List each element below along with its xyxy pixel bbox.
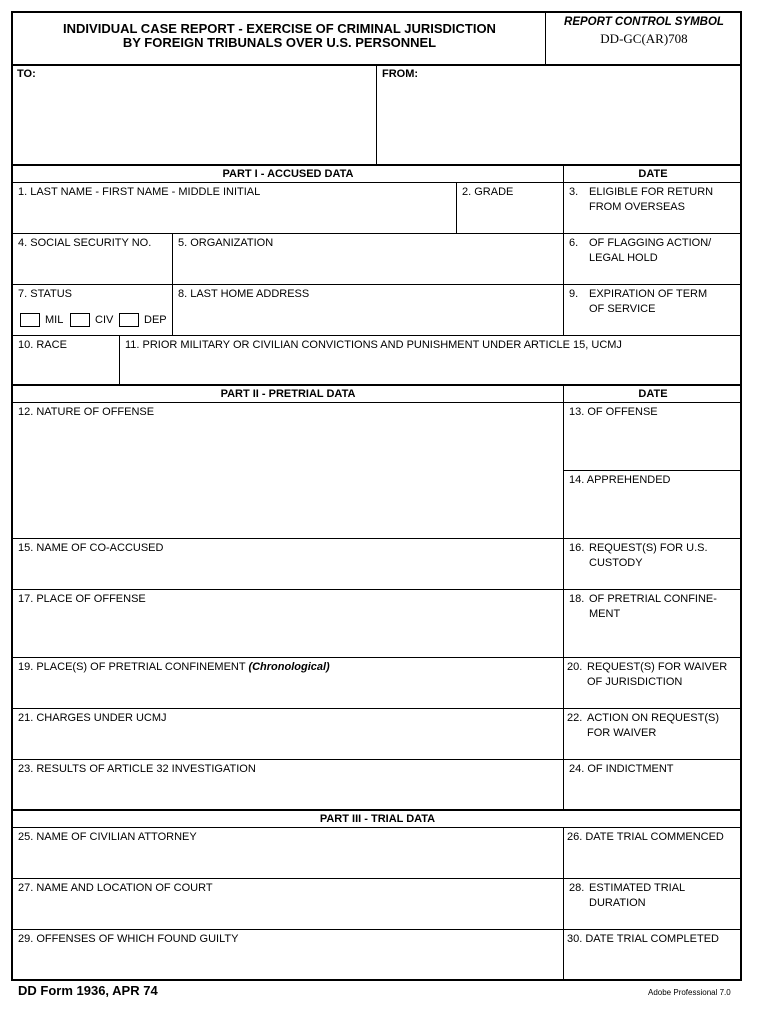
case-report-form	[11, 11, 742, 981]
field-11-prior-convictions[interactable]	[120, 336, 742, 386]
field-20-label	[567, 660, 727, 689]
field-16-number: 16.	[569, 542, 585, 554]
field-24-date-of-indictment[interactable]	[564, 760, 742, 811]
field-13-label: 13. OF OFFENSE	[569, 406, 658, 418]
field-10-race[interactable]	[13, 336, 120, 386]
field-19-label	[18, 660, 330, 674]
field-14-date-apprehended[interactable]	[564, 471, 742, 539]
field-24-label: 24. OF INDICTMENT	[569, 763, 674, 775]
field-28-number: 28.	[569, 882, 585, 894]
field-16-text: REQUEST(S) FOR U.S. CUSTODY	[589, 542, 708, 569]
field-13-date-of-offense[interactable]	[564, 403, 742, 471]
field-20-number: 20.	[567, 661, 583, 673]
field-25-civilian-attorney[interactable]	[13, 828, 564, 879]
field-18-label	[569, 592, 717, 621]
report-control-symbol-label: REPORT CONTROL SYMBOL	[564, 16, 724, 28]
field-28-text: ESTIMATED TRIAL DURATION	[589, 882, 686, 909]
from-field[interactable]	[377, 66, 742, 166]
field-16-label	[569, 541, 708, 570]
field-17-label: 17. PLACE OF OFFENSE	[18, 593, 146, 605]
field-22-number: 22.	[567, 712, 583, 724]
field-4-ssn[interactable]	[13, 234, 173, 285]
field-9-number: 9.	[569, 288, 579, 300]
from-label: FROM:	[382, 68, 419, 80]
field-23-article-32-results[interactable]	[13, 760, 564, 811]
status-civ-label: CIV	[95, 314, 114, 326]
field-4-label: 4. SOCIAL SECURITY NO.	[18, 237, 152, 249]
to-label: TO:	[17, 68, 36, 80]
form-title-line2: BY FOREIGN TRIBUNALS OVER U.S. PERSONNEL	[122, 35, 437, 50]
part1-header	[13, 166, 564, 183]
field-27-court[interactable]	[13, 879, 564, 930]
part1-date-title: DATE	[638, 168, 668, 180]
field-15-label: 15. NAME OF CO-ACCUSED	[18, 542, 164, 554]
part3-header	[13, 811, 742, 828]
field-7-label: 7. STATUS	[18, 288, 72, 300]
field-19-confinement-places[interactable]	[13, 658, 564, 709]
field-21-label: 21. CHARGES UNDER UCMJ	[18, 712, 167, 724]
part2-header	[13, 386, 564, 403]
field-10-label: 10. RACE	[18, 339, 67, 351]
status-mil-checkbox[interactable]	[20, 313, 40, 327]
form-title-box	[13, 13, 546, 66]
field-20-waiver-request[interactable]	[564, 658, 742, 709]
field-14-label: 14. APPREHENDED	[569, 474, 671, 486]
part1-title: PART I - ACCUSED DATA	[222, 168, 354, 180]
field-8-home-address[interactable]	[173, 285, 564, 336]
status-dep-checkbox[interactable]	[119, 313, 139, 327]
field-25-label: 25. NAME OF CIVILIAN ATTORNEY	[18, 831, 197, 843]
field-6-number: 6.	[569, 237, 579, 249]
field-3-eligible-return[interactable]	[564, 183, 742, 234]
field-30-label: 30. DATE TRIAL COMPLETED	[567, 933, 720, 945]
field-6-label	[569, 236, 711, 265]
field-28-trial-duration[interactable]	[564, 879, 742, 930]
field-20-text: REQUEST(S) FOR WAIVER OF JURISDICTION	[587, 661, 728, 688]
field-19-text: 19. PLACE(S) OF PRETRIAL CONFINEMENT	[18, 661, 249, 673]
field-5-organization[interactable]	[173, 234, 564, 285]
field-27-label: 27. NAME AND LOCATION OF COURT	[18, 882, 213, 894]
field-22-waiver-action[interactable]	[564, 709, 742, 760]
field-7-status	[13, 285, 173, 336]
field-28-label	[569, 881, 685, 910]
field-1-name[interactable]	[13, 183, 457, 234]
form-title-line1: INDIVIDUAL CASE REPORT - EXERCISE OF CRIMINAL JURISDICTION	[63, 21, 496, 36]
part1-date-header	[564, 166, 742, 183]
part2-date-header	[564, 386, 742, 403]
field-16-us-custody-request[interactable]	[564, 539, 742, 590]
field-3-text: ELIGIBLE FOR RETURN FROM OVERSEAS	[589, 186, 714, 213]
part3-title: PART III - TRIAL DATA	[319, 813, 436, 825]
field-9-label	[569, 287, 707, 316]
field-15-co-accused[interactable]	[13, 539, 564, 590]
field-1-label: 1. LAST NAME - FIRST NAME - MIDDLE INITIAL	[18, 186, 261, 198]
field-6-text: OF FLAGGING ACTION/ LEGAL HOLD	[589, 237, 712, 264]
software-note: Adobe Professional 7.0	[648, 988, 731, 997]
form-id: DD Form 1936, APR 74	[18, 983, 158, 998]
field-22-text: ACTION ON REQUEST(S) FOR WAIVER	[587, 712, 720, 739]
field-18-number: 18.	[569, 593, 585, 605]
field-22-label	[567, 711, 719, 740]
field-23-label: 23. RESULTS OF ARTICLE 32 INVESTIGATION	[18, 763, 256, 775]
field-9-term-expiration[interactable]	[564, 285, 742, 336]
field-19-note: (Chronological)	[248, 661, 330, 673]
status-civ-checkbox[interactable]	[70, 313, 90, 327]
field-3-number: 3.	[569, 186, 579, 198]
field-26-label: 26. DATE TRIAL COMMENCED	[567, 831, 724, 843]
field-12-nature-of-offense[interactable]	[13, 403, 564, 539]
field-12-label: 12. NATURE OF OFFENSE	[18, 406, 155, 418]
part2-title: PART II - PRETRIAL DATA	[220, 388, 356, 400]
field-26-trial-commenced[interactable]	[564, 828, 742, 879]
report-control-symbol-box	[546, 13, 742, 66]
field-6-flagging-action[interactable]	[564, 234, 742, 285]
field-2-grade[interactable]	[457, 183, 564, 234]
field-30-trial-completed[interactable]	[564, 930, 742, 981]
report-control-symbol-value: DD-GC(AR)708	[600, 31, 688, 46]
status-mil-label: MIL	[45, 314, 64, 326]
field-18-text: OF PRETRIAL CONFINE- MENT	[589, 593, 717, 620]
part2-date-title: DATE	[638, 388, 668, 400]
field-11-label: 11. PRIOR MILITARY OR CIVILIAN CONVICTIONS AND PUNISHMENT UNDER ARTICLE 15, UCMJ	[125, 339, 622, 351]
field-8-label: 8. LAST HOME ADDRESS	[178, 288, 310, 300]
field-3-label	[569, 185, 713, 214]
field-5-label: 5. ORGANIZATION	[178, 237, 274, 249]
field-29-label: 29. OFFENSES OF WHICH FOUND GUILTY	[18, 933, 239, 945]
form-title	[13, 22, 546, 50]
to-field[interactable]	[13, 66, 377, 166]
field-9-text: EXPIRATION OF TERM OF SERVICE	[589, 288, 708, 315]
field-21-charges[interactable]	[13, 709, 564, 760]
field-17-place-of-offense[interactable]	[13, 590, 564, 658]
status-dep-label: DEP	[144, 314, 167, 326]
field-18-pretrial-confinement-date[interactable]	[564, 590, 742, 658]
field-2-label: 2. GRADE	[462, 186, 514, 198]
field-29-offenses-found-guilty[interactable]	[13, 930, 564, 981]
